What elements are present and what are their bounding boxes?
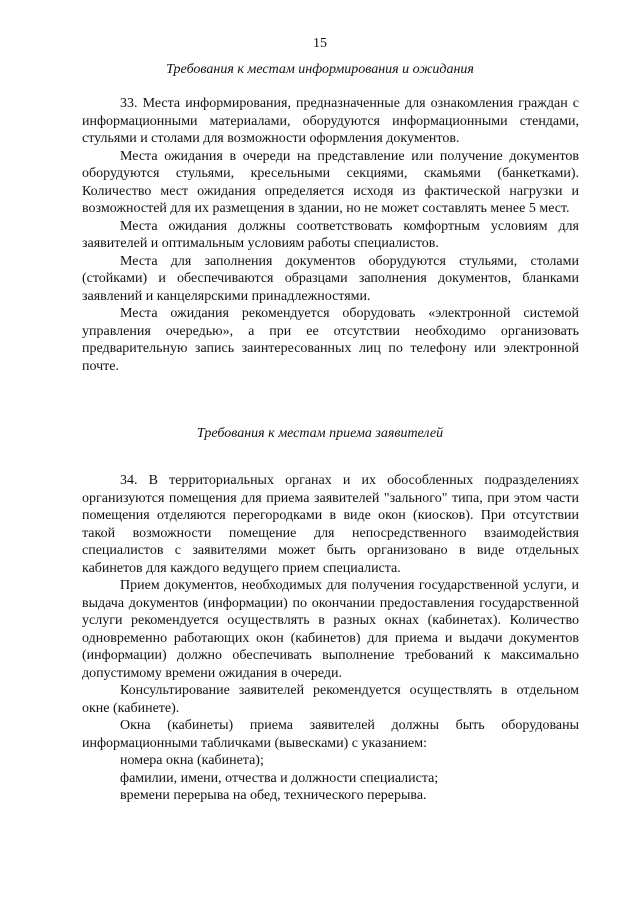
- paragraph-window-signs: Окна (кабинеты) приема заявителей должны быть оборудованы информационными табличками (вывесками) с указанием:: [82, 718, 579, 751]
- paragraph-queue-system: Места ожидания рекомендуется оборудовать «электронной системой управления очередью», а при ее отсутствии необходимо организовать предварительную запись заинтересованных лиц по телефону или электронной почте.: [82, 306, 579, 374]
- section-heading-information-waiting: Требования к местам информирования и ожидания: [166, 62, 474, 77]
- section-heading-reception: Требования к местам приема заявителей: [196, 426, 444, 441]
- list-item: номера окна (кабинета);: [120, 753, 264, 768]
- section-information-waiting: [82, 95, 579, 375]
- page-number: 15: [313, 36, 327, 51]
- paragraph-34: 34. В территориальных органах и их обособленных подразделениях организуются помещения для приема заявителей "зального" типа, при этом части помещения отделяются перегородками в виде окон (киосков). При отсутствии такой возможности помещение для непосредственного взаимодействия специалистов с заявителями может быть организовано в виде отдельных кабинетов для каждого ведущего прием специалиста.: [82, 473, 579, 576]
- paragraph-waiting-equipment: Места ожидания в очереди на представление или получение документов оборудуются стульями, кресельными секциями, скамьями (банкетками). Количество мест ожидания определяется исходя из фактической нагрузки и возможностей для их размещения в здании, но не может составлять менее 5 мест.: [82, 148, 579, 216]
- paragraph-form-filling: Места для заполнения документов оборудуются стульями, столами (стойками) и обеспечиваются образцами заполнения документов, бланками заявлений и канцелярскими принадлежностями.: [82, 253, 579, 304]
- paragraph-waiting-comfort: Места ожидания должны соответствовать комфортным условиям для заявителей и оптимальным условиям работы специалистов.: [82, 218, 579, 251]
- list-item: времени перерыва на обед, технического перерыва.: [120, 788, 427, 803]
- paragraph-document-intake: Прием документов, необходимых для получения государственной услуги, и выдача документов (информации) по окончании предоставления государственной услуги рекомендуется осуществлять в разных окнах (кабинетах). Количество одновременно работающих окон (кабинетов) для приема и выдачи документов (информации) должно обеспечивать выполнение требований к максимально допустимому времени ожидания в очереди.: [82, 578, 579, 681]
- section-reception: [82, 472, 579, 805]
- list-item: фамилии, имени, отчества и должности специалиста;: [120, 770, 439, 786]
- paragraph-33: 33. Места информирования, предназначенные для ознакомления граждан с информационными материалами, оборудуются информационными стендами, стульями и столами для возможности оформления документов.: [82, 96, 579, 146]
- paragraph-consulting: Консультирование заявителей рекомендуется осуществлять в отдельном окне (кабинете).: [82, 683, 579, 716]
